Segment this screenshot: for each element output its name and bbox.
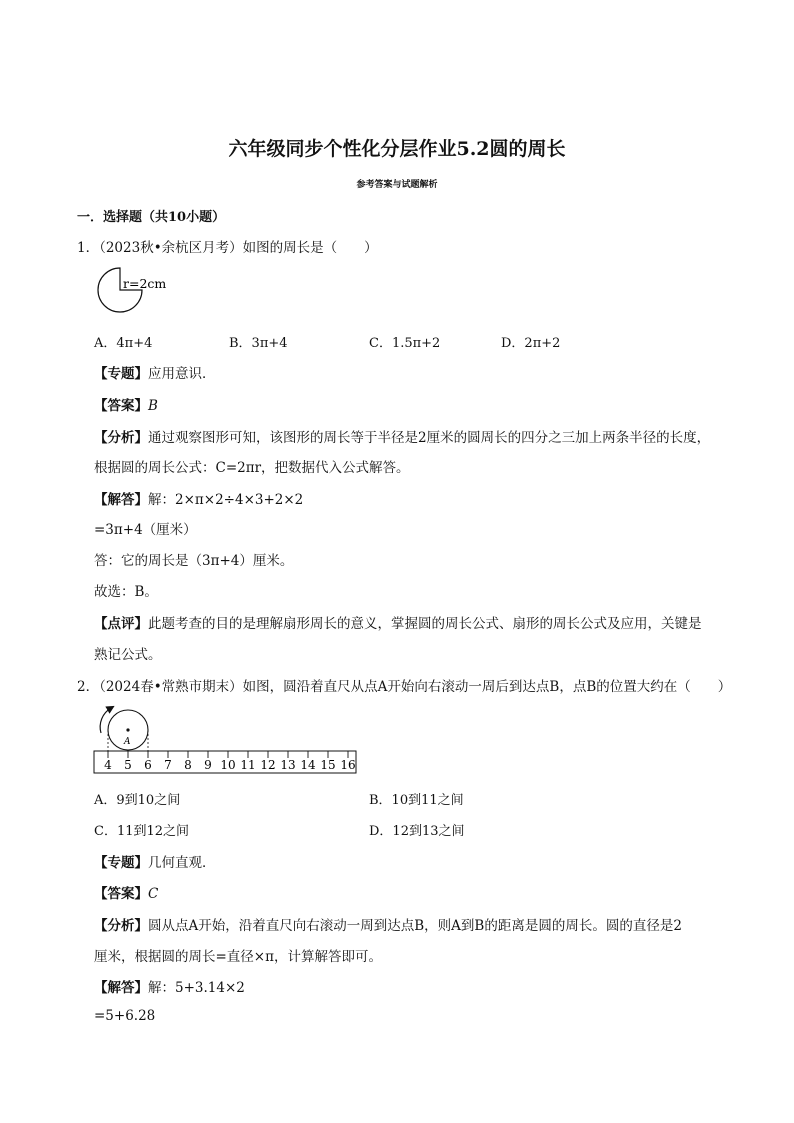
q1-solution-line-2: =3π+4（厘米） (94, 522, 197, 538)
q2-option-a: A．9到10之间 (94, 793, 181, 808)
rolling-arrow-icon (100, 708, 111, 733)
page-title: 六年级同步个性化分层作业5.2圆的周长 (228, 138, 566, 160)
q1-option-d: D．2π+2 (501, 336, 561, 351)
ruler-ticks (104, 751, 355, 772)
q2-option-d: D．12到13之间 (369, 824, 465, 839)
q1-option-b: B．3π+4 (229, 336, 288, 351)
q2-topic: 【专题】几何直观． (94, 855, 216, 871)
q1-option-a: A．4π+4 (94, 336, 153, 351)
q2-solution-line-1: 【解答】解：5+3.14×2 (94, 980, 245, 996)
q2-solution-line-2: =5+6.28 (94, 1008, 156, 1024)
q1-comment-line-2: 熟记公式。 (94, 647, 162, 663)
q1-topic: 【专题】应用意识． (94, 366, 216, 382)
radius-label: r=2cm (123, 276, 167, 291)
q1-sector-figure (92, 262, 182, 318)
q1-solution-line-4: 故选：B。 (94, 584, 158, 600)
q2-stem: 2．（2024春•常熟市期末）如图，圆沿着直尺从点A开始向右滚动一周后到达点B，点B的位置大约在（ ） (77, 679, 732, 695)
q2-analysis-line-1: 【分析】圆从点A开始，沿着直尺向右滚动一周到达点B，则A到B的距离是圆的周长。圆的直径是2 (94, 918, 682, 934)
q2-analysis-line-2: 厘米，根据圆的周长=直径×π，计算解答即可。 (94, 949, 382, 965)
q1-option-c: C．1.5π+2 (369, 336, 441, 351)
q1-comment-line-1: 【点评】此题考查的目的是理解扇形周长的意义，掌握圆的周长公式、扇形的周长公式及应用，关键是 (94, 616, 702, 632)
circle-center-dot (126, 728, 129, 731)
ruler-tick-label: 10 (220, 758, 236, 772)
q2-option-c: C．11到12之间 (94, 824, 190, 839)
q1-analysis-line-2: 根据圆的周长公式：C=2πr，把数据代入公式解答。 (94, 460, 410, 476)
ruler-tick-label: 14 (300, 758, 316, 772)
ruler-tick-label: 5 (124, 758, 132, 772)
q1-solution-line-3: 答：它的周长是（3π+4）厘米。 (94, 553, 294, 569)
point-a-label: A (124, 737, 131, 747)
q1-solution-line-1: 【解答】解：2×π×2÷4×3+2×2 (94, 492, 304, 508)
ruler-tick-label: 12 (260, 758, 276, 772)
ruler-tick-label: 4 (104, 758, 112, 772)
q2-ruler-figure (92, 700, 360, 776)
q1-answer: 【答案】B (94, 398, 158, 414)
ruler-tick-label: 11 (240, 758, 256, 772)
ruler-tick-label: 15 (320, 758, 336, 772)
ruler-tick-label: 7 (164, 758, 172, 772)
page-subtitle: 参考答案与试题解析 (356, 180, 438, 190)
q1-stem: 1．（2023秋•余杭区月考）如图的周长是（ ） (77, 240, 378, 256)
q2-answer: 【答案】C (94, 886, 159, 902)
q1-analysis-line-1: 【分析】通过观察图形可知，该图形的周长等于半径是2厘米的圆周长的四分之三加上两条半径的长度， (94, 430, 711, 446)
ruler-tick-label: 9 (204, 758, 212, 772)
ruler-tick-label: 6 (144, 758, 152, 772)
ruler-tick-label: 16 (340, 758, 356, 772)
ruler-tick-label: 8 (184, 758, 192, 772)
q2-option-b: B．10到11之间 (369, 793, 464, 808)
ruler-tick-label: 13 (280, 758, 296, 772)
section-heading: 一．选择题（共10小题） (77, 210, 226, 225)
